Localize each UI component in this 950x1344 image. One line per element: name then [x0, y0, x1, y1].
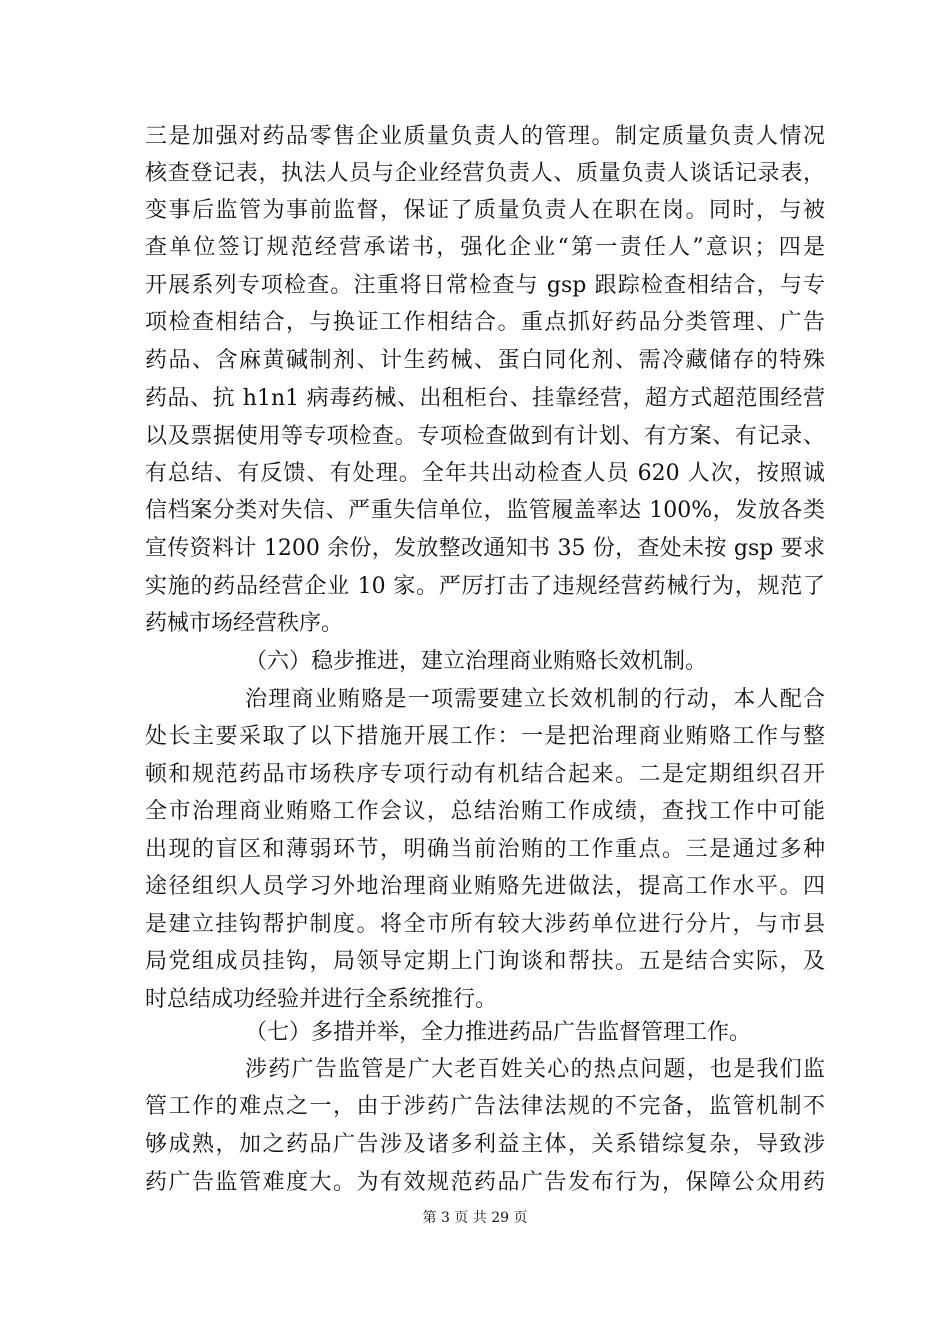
body-text-line: 开展系列专项检查。注重将日常检查与 gsp 跟踪检查相结合，与专: [145, 273, 825, 298]
body-text-line: 核查登记表，执法人员与企业经营负责人、质量负责人谈话记录表，: [145, 161, 825, 186]
body-text-line: 时总结成功经验并进行全系统推行。: [145, 987, 498, 1012]
body-text-line: 途径组织人员学习外地治理商业贿赂先进做法，提高工作水平。四: [145, 874, 825, 899]
body-text-line: 实施的药品经营企业 10 家。严厉打击了违规经营药械行为，规范了: [145, 574, 825, 599]
body-text-line: 出现的盲区和薄弱环节，明确当前治贿的工作重点。三是通过多种: [145, 837, 825, 862]
body-text-line: 局党组成员挂钩，局领导定期上门询谈和帮扶。五是结合实际，及: [145, 949, 825, 974]
body-text-line: 变事后监管为事前监督，保证了质量负责人在职在岗。同时，与被: [145, 198, 825, 223]
body-text-line: 药广告监管难度大。为有效规范药品广告发布行为，保障公众用药: [145, 1170, 825, 1195]
body-text-line: 处长主要采取了以下措施开展工作：一是把治理商业贿赂工作与整: [145, 724, 825, 749]
body-text-line: 宣传资料计 1200 余份，发放整改通知书 35 份，查处未按 gsp 要求: [145, 536, 825, 561]
paragraph-first-line: 治理商业贿赂是一项需要建立长效机制的行动，本人配合: [245, 687, 825, 712]
body-text-line: 药械市场经营秩序。: [145, 611, 344, 636]
body-text-line: 信档案分类对失信、严重失信单位，监管履盖率达 100%，发放各类: [145, 498, 825, 523]
body-text-line: 全市治理商业贿赂工作会议，总结治贿工作成绩，查找工作中可能: [145, 799, 825, 824]
section-heading: （六）稳步推进，建立治理商业贿赂长效机制。: [245, 649, 708, 674]
body-text-line: 是建立挂钩帮护制度。将全市所有较大涉药单位进行分片，与市县: [145, 912, 825, 937]
body-text-line: 有总结、有反馈、有处理。全年共出动检查人员 620 人次，按照诚: [145, 461, 825, 486]
body-text-line: 查单位签订规范经营承诺书，强化企业“第一责任人”意识；四是: [145, 235, 825, 260]
body-text-line: 项检查相结合，与换证工作相结合。重点抓好药品分类管理、广告: [145, 310, 825, 335]
body-text-line: 以及票据使用等专项检查。专项检查做到有计划、有方案、有记录、: [145, 424, 825, 449]
section-heading: （七）多措并举，全力推进药品广告监督管理工作。: [245, 1020, 752, 1045]
body-text-line: 药品、抗 h1n1 病毒药械、出租柜台、挂靠经营，超方式超范围经营: [145, 386, 825, 411]
paragraph-first-line: 涉药广告监管是广大老百姓关心的热点问题，也是我们监: [245, 1057, 825, 1082]
body-text-line: 顿和规范药品市场秩序专项行动有机结合起来。二是定期组织召开: [145, 762, 825, 787]
body-text-line: 够成熟，加之药品广告涉及诸多利益主体，关系错综复杂，导致涉: [145, 1132, 825, 1157]
body-text-line: 三是加强对药品零售企业质量负责人的管理。制定质量负责人情况: [145, 124, 825, 149]
body-text-line: 管工作的难点之一，由于涉药广告法律法规的不完备，监管机制不: [145, 1094, 825, 1119]
page-footer: 第 3 页 共 29 页: [422, 1210, 528, 1226]
body-text-line: 药品、含麻黄碱制剂、计生药械、蛋白同化剂、需冷藏储存的特殊: [145, 348, 825, 373]
